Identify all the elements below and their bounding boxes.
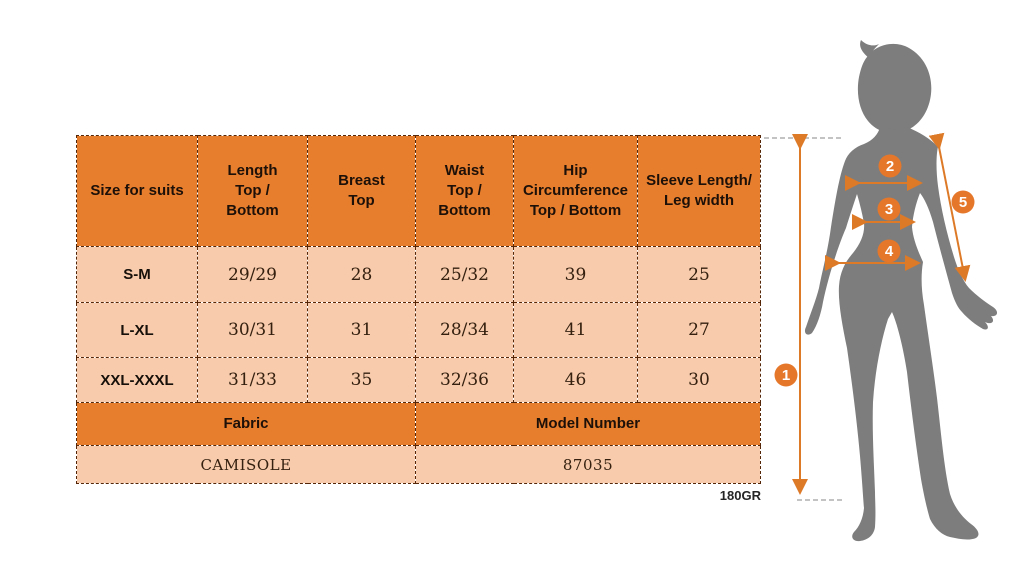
size-table — [76, 135, 761, 484]
table-header-row — [77, 136, 761, 247]
cell-sm-waist: 25/32 — [416, 247, 514, 303]
cell-lxl-sleeve: 27 — [638, 303, 761, 358]
table-row — [77, 247, 761, 303]
header-length: Length Top / Bottom — [198, 136, 308, 247]
table-footer-value-row — [77, 446, 761, 484]
badge-3-label: 3 — [884, 201, 894, 218]
woman-silhouette — [805, 40, 997, 541]
badge-4-label: 4 — [884, 243, 894, 260]
cell-lxl-waist: 28/34 — [416, 303, 514, 358]
cell-lxl-length: 30/31 — [198, 303, 308, 358]
cell-sm-breast: 28 — [308, 247, 416, 303]
cell-sm-length: 29/29 — [198, 247, 308, 303]
cell-sm-sleeve: 25 — [638, 247, 761, 303]
header-breast: Breast Top — [308, 136, 416, 247]
cell-xxl-sleeve: 30 — [638, 358, 761, 403]
table-footer-header-row — [77, 403, 761, 446]
table-row — [77, 358, 761, 403]
measurement-figure — [755, 25, 1024, 571]
header-waist: Waist Top / Bottom — [416, 136, 514, 247]
model-number-header: Model Number — [416, 403, 761, 446]
weight-note: 180GR — [719, 488, 761, 503]
header-hip: Hip Circumference Top / Bottom — [514, 136, 638, 247]
badge-5-label: 5 — [958, 194, 968, 211]
model-number-value: 87035 — [416, 446, 761, 484]
table-row — [77, 303, 761, 358]
cell-xxl-waist: 32/36 — [416, 358, 514, 403]
cell-sm-hip: 39 — [514, 247, 638, 303]
cell-lxl-hip: 41 — [514, 303, 638, 358]
cell-lxl-breast: 31 — [308, 303, 416, 358]
cell-xxl-length: 31/33 — [198, 358, 308, 403]
fabric-header: Fabric — [77, 403, 416, 446]
badge-1-label: 1 — [781, 367, 791, 384]
size-label-sm: S-M — [77, 247, 198, 303]
badge-2-label: 2 — [885, 158, 895, 175]
silhouette-body — [805, 124, 997, 541]
size-label-xxl: XXL-XXXL — [77, 358, 198, 403]
header-size-for-suits: Size for suits — [77, 136, 198, 247]
header-sleeve: Sleeve Length/ Leg width — [638, 136, 761, 247]
cell-xxl-hip: 46 — [514, 358, 638, 403]
size-label-lxl: L-XL — [77, 303, 198, 358]
fabric-value: CAMISOLE — [77, 446, 416, 484]
cell-xxl-breast: 35 — [308, 358, 416, 403]
